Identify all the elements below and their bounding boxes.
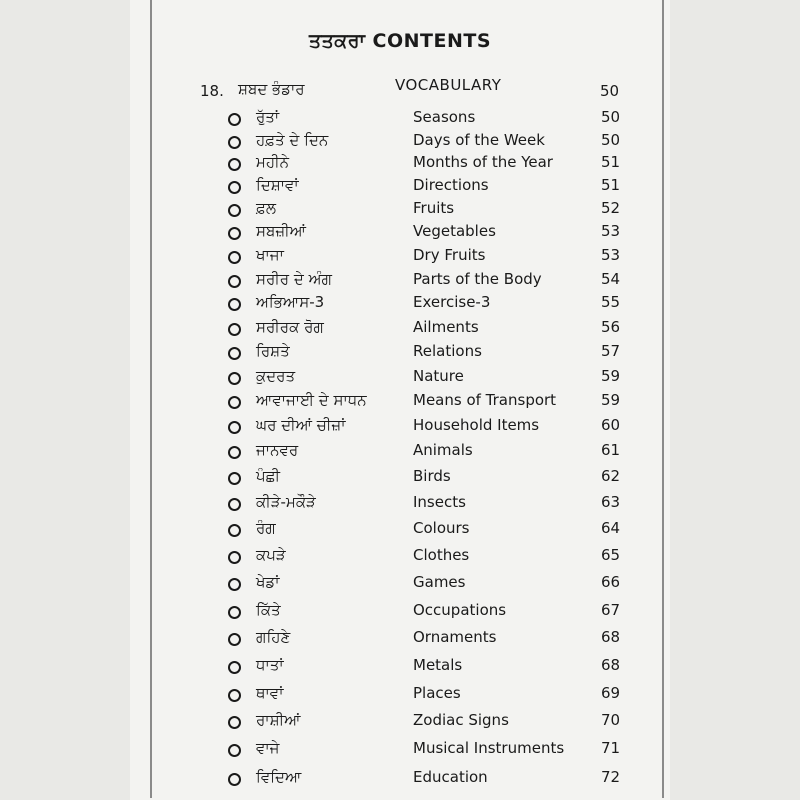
entry-page-number: 70 <box>601 711 621 729</box>
entry-punjabi: ਘਰ ਦੀਆਂ ਚੀਜ਼ਾਂ <box>256 416 346 434</box>
entry-punjabi: ਵਾਜੇ <box>256 739 280 757</box>
circle-bullet-icon <box>228 606 241 619</box>
entry-english: Metals <box>413 656 463 674</box>
toc-entry <box>228 573 658 595</box>
toc-entry <box>228 628 658 650</box>
entry-punjabi: ਰੁੱਤਾਂ <box>256 108 280 126</box>
section-heading <box>200 76 630 100</box>
circle-bullet-icon <box>228 372 241 385</box>
circle-bullet-icon <box>228 204 241 217</box>
entry-english: Animals <box>413 441 473 459</box>
toc-entry <box>228 199 658 221</box>
entry-page-number: 56 <box>601 318 621 336</box>
entry-punjabi: ਅਭਿਆਸ-3 <box>256 293 325 311</box>
entry-page-number: 57 <box>601 342 621 360</box>
toc-entry <box>228 416 658 438</box>
entry-english: Ornaments <box>413 628 497 646</box>
circle-bullet-icon <box>228 275 241 288</box>
section-title-english: VOCABULARY <box>395 76 502 94</box>
toc-entry <box>228 176 658 198</box>
entry-page-number: 53 <box>601 246 621 264</box>
entry-page-number: 50 <box>601 108 621 126</box>
circle-bullet-icon <box>228 323 241 336</box>
circle-bullet-icon <box>228 421 241 434</box>
entry-punjabi: ਮਹੀਨੇ <box>256 153 289 171</box>
entry-english: Games <box>413 573 466 591</box>
entry-punjabi: ਰੰਗ <box>256 519 276 537</box>
entry-english: Seasons <box>413 108 476 126</box>
toc-entry <box>228 441 658 463</box>
entry-page-number: 55 <box>601 293 621 311</box>
entry-page-number: 62 <box>601 467 621 485</box>
circle-bullet-icon <box>228 689 241 702</box>
circle-bullet-icon <box>228 661 241 674</box>
entry-page-number: 69 <box>601 684 621 702</box>
entry-page-number: 66 <box>601 573 621 591</box>
circle-bullet-icon <box>228 446 241 459</box>
circle-bullet-icon <box>228 472 241 485</box>
entry-punjabi: ਆਵਾਜਾਈ ਦੇ ਸਾਧਨ <box>256 391 367 409</box>
toc-entry <box>228 153 658 175</box>
entry-punjabi: ਰਿਸ਼ਤੇ <box>256 342 290 360</box>
entry-english: Colours <box>413 519 470 537</box>
circle-bullet-icon <box>228 551 241 564</box>
toc-entry <box>228 367 658 389</box>
entry-english: Relations <box>413 342 482 360</box>
entry-english: Household Items <box>413 416 540 434</box>
section-number: 18. <box>200 82 224 100</box>
toc-entry <box>228 467 658 489</box>
entry-english: Musical Instruments <box>413 739 565 757</box>
entry-page-number: 72 <box>601 768 621 786</box>
entry-page-number: 54 <box>601 270 621 288</box>
entry-punjabi: ਕੀੜੇ-ਮਕੌੜੇ <box>256 493 316 511</box>
entry-page-number: 52 <box>601 199 621 217</box>
circle-bullet-icon <box>228 633 241 646</box>
entry-punjabi: ਖਾਜਾ <box>256 246 284 264</box>
toc-entry <box>228 318 658 340</box>
entry-page-number: 50 <box>601 131 621 149</box>
entry-page-number: 63 <box>601 493 621 511</box>
entry-page-number: 61 <box>601 441 621 459</box>
toc-entry <box>228 222 658 244</box>
entry-page-number: 68 <box>601 656 621 674</box>
entry-english: Ailments <box>413 318 479 336</box>
toc-entry <box>228 684 658 706</box>
toc-entry <box>228 601 658 623</box>
entry-page-number: 59 <box>601 367 621 385</box>
entry-english: Zodiac Signs <box>413 711 509 729</box>
entry-punjabi: ਸਰੀਰਕ ਰੋਗ <box>256 318 324 336</box>
entry-punjabi: ਕਿੱਤੇ <box>256 601 281 619</box>
circle-bullet-icon <box>228 113 241 126</box>
entry-page-number: 67 <box>601 601 621 619</box>
circle-bullet-icon <box>228 396 241 409</box>
entry-english: Nature <box>413 367 464 385</box>
toc-entry <box>228 711 658 733</box>
toc-entry <box>228 546 658 568</box>
entry-page-number: 59 <box>601 391 621 409</box>
entry-punjabi: ਪੰਛੀ <box>256 467 281 485</box>
circle-bullet-icon <box>228 181 241 194</box>
toc-entry <box>228 108 658 130</box>
entry-english: Education <box>413 768 488 786</box>
circle-bullet-icon <box>228 744 241 757</box>
section-page-number: 50 <box>600 82 620 100</box>
entry-english: Directions <box>413 176 489 194</box>
entry-english: Insects <box>413 493 466 511</box>
entry-english: Parts of the Body <box>413 270 542 288</box>
section-title-punjabi: ਸ਼ਬਦ ਭੰਡਾਰ <box>238 80 305 98</box>
circle-bullet-icon <box>228 773 241 786</box>
circle-bullet-icon <box>228 158 241 171</box>
circle-bullet-icon <box>228 716 241 729</box>
page-title: ਤਤਕਰਾ CONTENTS <box>308 30 492 52</box>
entry-english: Days of the Week <box>413 131 545 149</box>
entry-punjabi: ਰਾਸ਼ੀਆਂ <box>256 711 301 729</box>
entry-punjabi: ਕੁਦਰਤ <box>256 367 296 385</box>
entry-english: Vegetables <box>413 222 496 240</box>
entry-page-number: 68 <box>601 628 621 646</box>
circle-bullet-icon <box>228 227 241 240</box>
entry-punjabi: ਜਾਨਵਰ <box>256 441 299 459</box>
entry-punjabi: ਕਪੜੇ <box>256 546 286 564</box>
toc-entry <box>228 246 658 268</box>
circle-bullet-icon <box>228 298 241 311</box>
circle-bullet-icon <box>228 524 241 537</box>
toc-entry <box>228 131 658 153</box>
toc-entry <box>228 493 658 515</box>
circle-bullet-icon <box>228 136 241 149</box>
toc-entry <box>228 739 658 761</box>
entry-page-number: 64 <box>601 519 621 537</box>
entry-english: Occupations <box>413 601 507 619</box>
entry-punjabi: ਦਿਸ਼ਾਵਾਂ <box>256 176 299 194</box>
entry-page-number: 51 <box>601 153 621 171</box>
entry-punjabi: ਥਾਵਾਂ <box>256 684 284 702</box>
entry-english: Exercise-3 <box>413 293 491 311</box>
toc-entry <box>228 342 658 364</box>
entry-english: Months of the Year <box>413 153 553 171</box>
entry-punjabi: ਸਰੀਰ ਦੇ ਅੰਗ <box>256 270 332 288</box>
circle-bullet-icon <box>228 578 241 591</box>
toc-entry <box>228 293 658 315</box>
entry-page-number: 60 <box>601 416 621 434</box>
circle-bullet-icon <box>228 251 241 264</box>
toc-entry <box>228 768 658 790</box>
entry-english: Places <box>413 684 461 702</box>
entry-punjabi: ਸਬਜ਼ੀਆਂ <box>256 222 307 240</box>
entry-english: Means of Transport <box>413 391 557 409</box>
toc-entry <box>228 391 658 413</box>
entry-punjabi: ਧਾਤਾਂ <box>256 656 284 674</box>
entry-page-number: 65 <box>601 546 621 564</box>
toc-entry <box>228 656 658 678</box>
entry-punjabi: ਖੇਡਾਂ <box>256 573 280 591</box>
entry-page-number: 51 <box>601 176 621 194</box>
entry-english: Dry Fruits <box>413 246 486 264</box>
toc-entry <box>228 270 658 292</box>
entry-punjabi: ਫ਼ਲ <box>256 199 276 217</box>
entry-english: Birds <box>413 467 451 485</box>
entry-punjabi: ਵਿਦਿਆ <box>256 768 302 786</box>
circle-bullet-icon <box>228 347 241 360</box>
entry-page-number: 71 <box>601 739 621 757</box>
entry-punjabi: ਹਫ਼ਤੇ ਦੇ ਦਿਨ <box>256 131 329 149</box>
toc-entry <box>228 519 658 541</box>
entry-english: Fruits <box>413 199 455 217</box>
entry-english: Clothes <box>413 546 470 564</box>
entry-punjabi: ਗਹਿਣੇ <box>256 628 291 646</box>
circle-bullet-icon <box>228 498 241 511</box>
entry-page-number: 53 <box>601 222 621 240</box>
